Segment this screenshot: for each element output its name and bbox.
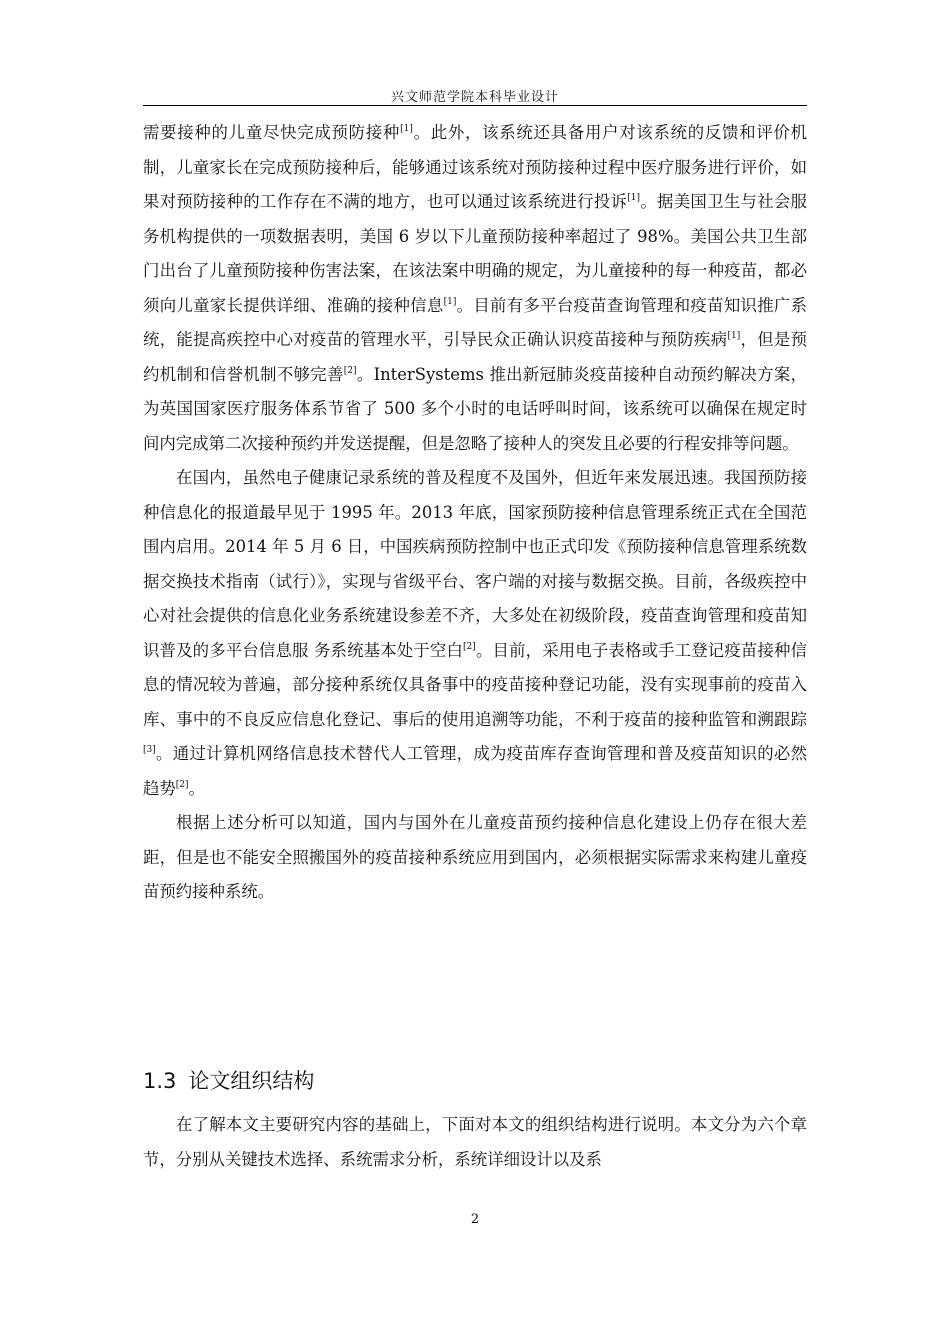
paragraph (143, 1108, 807, 1177)
text-run: 。InterSystems 推出新冠肺炎疫苗接种自动预约解决方案，为英国国家医疗服务体系节省了 500 多个小时的电话呼叫时间，该系统可以确保在规定时间内完成第二次接种预约并发送提醒，但是忽略了接种人的突发且必要的行程安排等问题。 (143, 364, 807, 453)
citation-marker: [1] (727, 331, 741, 341)
text-run: ，但是预约机制和信誉机制不够完善 (143, 330, 807, 384)
header-title: 兴文师范学院本科毕业设计 (390, 90, 559, 105)
text-run: 。据美国卫生与社会服务机构提供的一项数据表明，美国 6 岁以下儿童预防接种率超过了 98%。美国公共卫生部门出台了儿童预防接种伤害法案，在该法案中明确的规定，为儿童接种的每一种疫苗，都必须向儿童家长提供详细、准确的接种信息 (143, 192, 808, 315)
citation-marker: [1] (627, 193, 641, 203)
text-run: 。目前，采用电子表格或手工登记疫苗接种信息的情况较为普遍，部分接种系统仅具备事中的疫苗接种登记功能，没有实现事前的疫苗入库、事中的不良反应信息化登记、事后的使用追溯等功能，不利于疫苗的接种监管和溯跟踪 (143, 640, 807, 729)
body-text (143, 116, 807, 910)
text-run: 在国内，虽然电子健康记录系统的普及程度不及国外，但近年来发展迅速。我国预防接种信息化的报道最早见于 1995 年。2013 年底，国家预防接种信息管理系统正式在全国范围内启用。2014 年 5 月 6 日，中国疾病预防控制中也正式印发《预防接种信息管理系统数据交换技术指南（试行）》，实现与省级平台、客户端的对接与数据交换。目前，各级疾控中心对社会提供的信息化业务系统建设参差不齐，大多处在初级阶段，疫苗查询管理和疫苗知识普及的多平台信息服 务系统基本处于空白 (143, 468, 807, 660)
citation-marker: [1] (443, 296, 457, 307)
section-body (143, 1108, 807, 1177)
text-run: 。 (188, 778, 205, 798)
text-run: 根据上述分析可以知道，国内与国外在儿童疫苗预约接种信息化建设上仍存在很大差距，但是也不能安全照搬国外的疫苗接种系统应用到国内，必须根据实际需求来构建儿童疫苗预约接种系统。 (143, 813, 807, 901)
paragraph (143, 806, 807, 910)
section-number: 1.3 (143, 1069, 177, 1093)
text-run: 需要接种的儿童尽快完成预防接种 (143, 123, 401, 142)
citation-marker: [2] (343, 365, 357, 376)
text-run: 在了解本文主要研究内容的基础上，下面对本文的组织结构进行说明。本文分为六个章节，分别从关键技术选择、系统需求分析，系统详细设计以及系 (143, 1115, 807, 1169)
paragraph (143, 116, 807, 461)
page-number: 2 (470, 1212, 480, 1227)
paragraph (143, 461, 807, 806)
citation-marker: [2] (175, 779, 189, 790)
citation-marker: [2] (463, 641, 476, 652)
header-divider (143, 105, 807, 106)
text-run: 。通过计算机网络信息技术替代人工管理，成为疫苗库存查询管理和普及疫苗知识的必然趋势 (143, 744, 807, 798)
citation-marker: [1] (400, 124, 413, 134)
text-run: 。此外，该系统还具备用户对该系统的反馈和评价机制，儿童家长在完成预防接种后，能够通过该系统对预防接种过程中医疗服务进行评价，如果对预防接种的工作存在不满的地方，也可以通过该系统进行投诉 (143, 123, 808, 211)
text-run: 。目前有多平台疫苗查询管理和疫苗知识推广系统，能提高疾控中心对疫苗的管理水平，引导民众正确认识疫苗接种与预防疾病 (143, 295, 807, 349)
section-title: 论文组织结构 (188, 1069, 315, 1093)
section-heading (143, 1065, 314, 1095)
citation-marker: [3] (143, 745, 156, 755)
